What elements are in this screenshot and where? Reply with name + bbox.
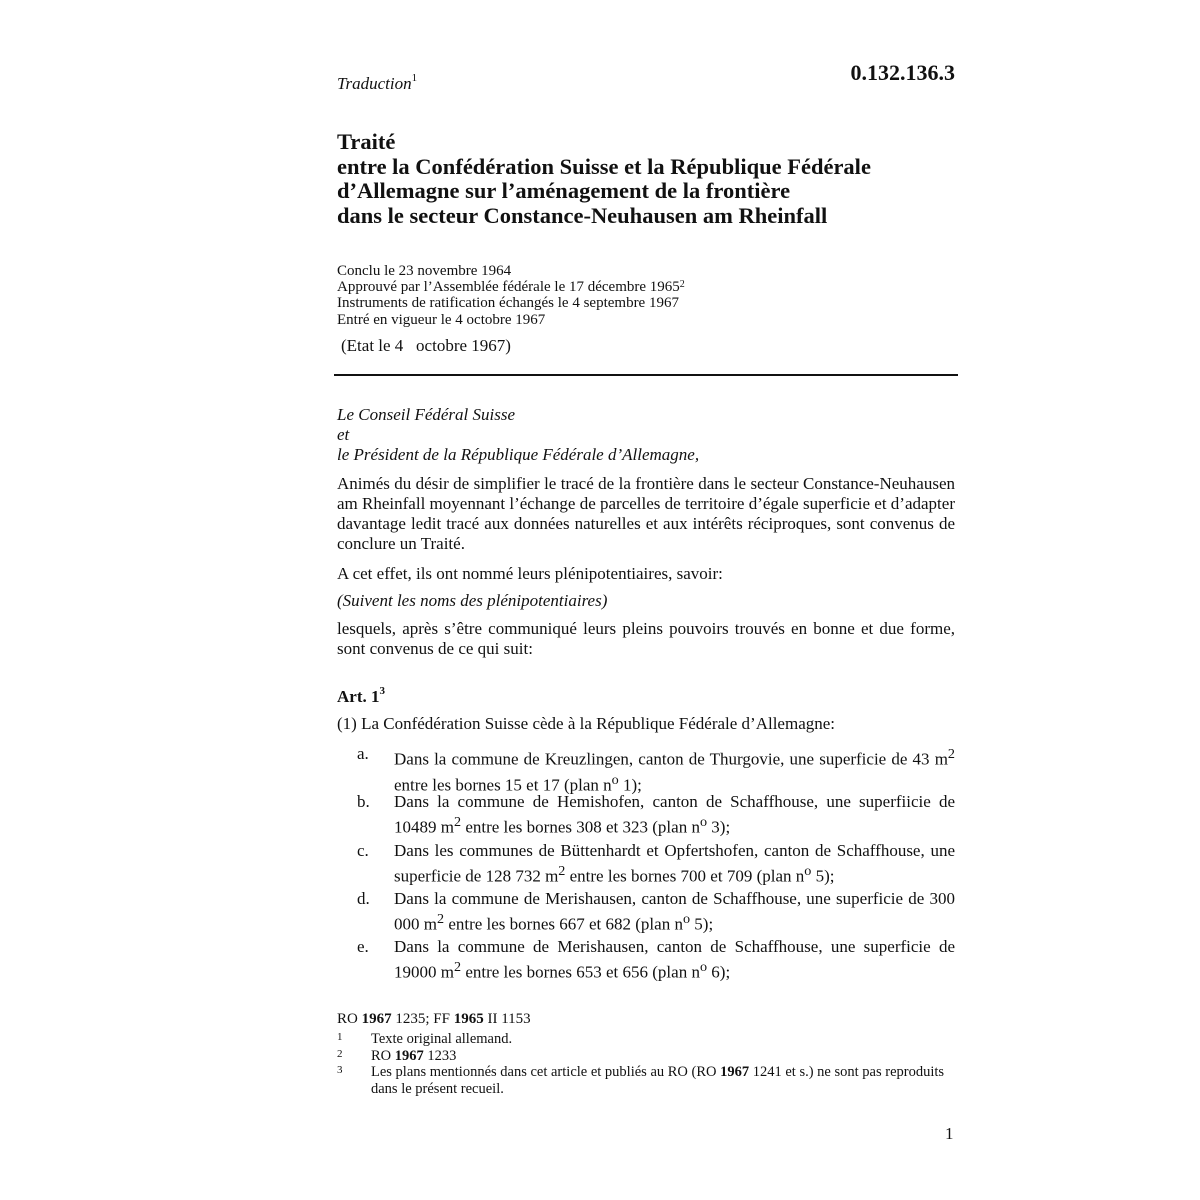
list-item-text: Dans la commune de Merishausen, canton de Schaffhouse, une superficie de 300 000 $m^2$ entre les bornes 667 et 682 (plan $n^o$ 5); xyxy=(394,889,955,934)
footnote-3 xyxy=(337,1064,947,1097)
list-item-text: Dans la commune de Merishausen, canton de Schaffhouse, une superficie de 19000 $m^2$ entre les bornes 653 et 656 (plan $n^o$ 6); xyxy=(394,937,955,982)
footnote-ref-3[interactable]: 3 xyxy=(379,685,385,697)
preamble-paragraph-1: Animés du désir de simplifier le tracé de la frontière dans le secteur Constance-Neuhausen am Rheinfall moyennant l’échange de parcelles de territoire d’égale superficie et d’adapter davantage ledit tracé aux données naturelles et aux intérêts réciproques, sont convenus de conclure un Traité. xyxy=(337,474,955,553)
footnote-number: 2 xyxy=(337,1047,343,1060)
translation-text: Traduction xyxy=(337,74,412,93)
footnotes xyxy=(337,1031,947,1097)
ratification-date: Instruments de ratification échangés le 4 septembre 1967 xyxy=(337,295,679,312)
footnote-text: RO 1967 1233 xyxy=(371,1047,457,1064)
footnote-number: 1 xyxy=(337,1031,343,1043)
document-number: 0.132.136.3 xyxy=(850,60,955,85)
article-1-heading xyxy=(337,687,385,707)
treaty-metadata xyxy=(337,263,685,328)
translation-label xyxy=(337,74,417,94)
title-line-4: dans le secteur Constance-Neuhausen am Rheinfall xyxy=(337,202,828,228)
footnote-ref-1[interactable]: 1 xyxy=(411,72,418,84)
preamble-paragraph-3: (Suivent les noms des plénipotentiaires) xyxy=(337,591,608,610)
article-1-intro: (1) La Confédération Suisse cède à la République Fédérale d’Allemagne: xyxy=(337,714,836,733)
article-1-title: Art. 1 xyxy=(337,687,380,706)
list-item-text: Dans la commune de Hemishofen, canton de Schaffhouse, une superfiicie de 10489 $m^2$ entre les bornes 308 et 323 (plan $n^o$ 3); xyxy=(394,792,955,837)
treaty-title xyxy=(337,130,871,228)
page-number: 1 xyxy=(945,1124,954,1143)
contracting-parties xyxy=(337,405,955,465)
list-item-text: Dans les communes de Büttenhardt et Opfertshofen, canton de Schaffhouse, une superficie de 128 732 $m^2$ entre les bornes 700 et 709 (plan $n^o$ 5); xyxy=(394,841,955,886)
preamble-paragraph-4: lesquels, après s’être communiqué leurs pleins pouvoirs trouvés en bonne et due forme, sont convenus de ce qui suit: xyxy=(337,619,955,658)
title-line-2: entre la Confédération Suisse et la République Fédérale xyxy=(337,153,871,179)
party-swiss: Le Conseil Fédéral Suisse xyxy=(337,405,516,424)
footnote-text: Texte original allemand. xyxy=(371,1031,513,1047)
header-divider xyxy=(334,374,958,376)
footnote-number: 3 xyxy=(337,1064,343,1076)
approval-date xyxy=(337,279,685,295)
footnote-1 xyxy=(337,1031,947,1048)
preamble-paragraph-2: A cet effet, ils ont nommé leurs plénipotentiaires, savoir: xyxy=(337,564,723,583)
party-german: le Président de la République Fédérale d’Allemagne, xyxy=(337,445,700,464)
footnote-text: Les plans mentionnés dans cet article et publiés au RO (RO 1967 1241 et s.) ne sont pas reproduits dans le présent recueil. xyxy=(371,1064,945,1097)
list-item-letter: b. xyxy=(357,792,370,811)
state-date: (Etat le 4 octobre 1967) xyxy=(341,336,511,355)
in-force-date: Entré en vigueur le 4 octobre 1967 xyxy=(337,311,546,328)
approval-text: Approuvé par l’Assemblée fédérale le 17 décembre 1965 xyxy=(337,279,680,296)
party-conjunction: et xyxy=(337,425,350,444)
list-item-letter: d. xyxy=(357,889,370,908)
list-item-text: Dans la commune de Kreuzlingen, canton de Thurgovie, une superficie de 43 $m^2$ entre les bornes 15 et 17 (plan $n^o$ 1); xyxy=(394,746,955,795)
list-item-letter: a. xyxy=(357,744,369,763)
official-collection-reference: RO 1967 1235; FF 1965 II 1153 xyxy=(337,1011,531,1027)
list-item-letter: c. xyxy=(357,841,369,860)
list-item-letter: e. xyxy=(357,937,369,956)
footnote-ref-2[interactable]: 2 xyxy=(679,279,685,291)
footnote-2 xyxy=(337,1048,947,1065)
title-line-1: Traité xyxy=(337,129,396,154)
concluded-date: Conclu le 23 novembre 1964 xyxy=(337,263,512,279)
title-line-3: d’Allemagne sur l’aménagement de la frontière xyxy=(337,178,791,203)
